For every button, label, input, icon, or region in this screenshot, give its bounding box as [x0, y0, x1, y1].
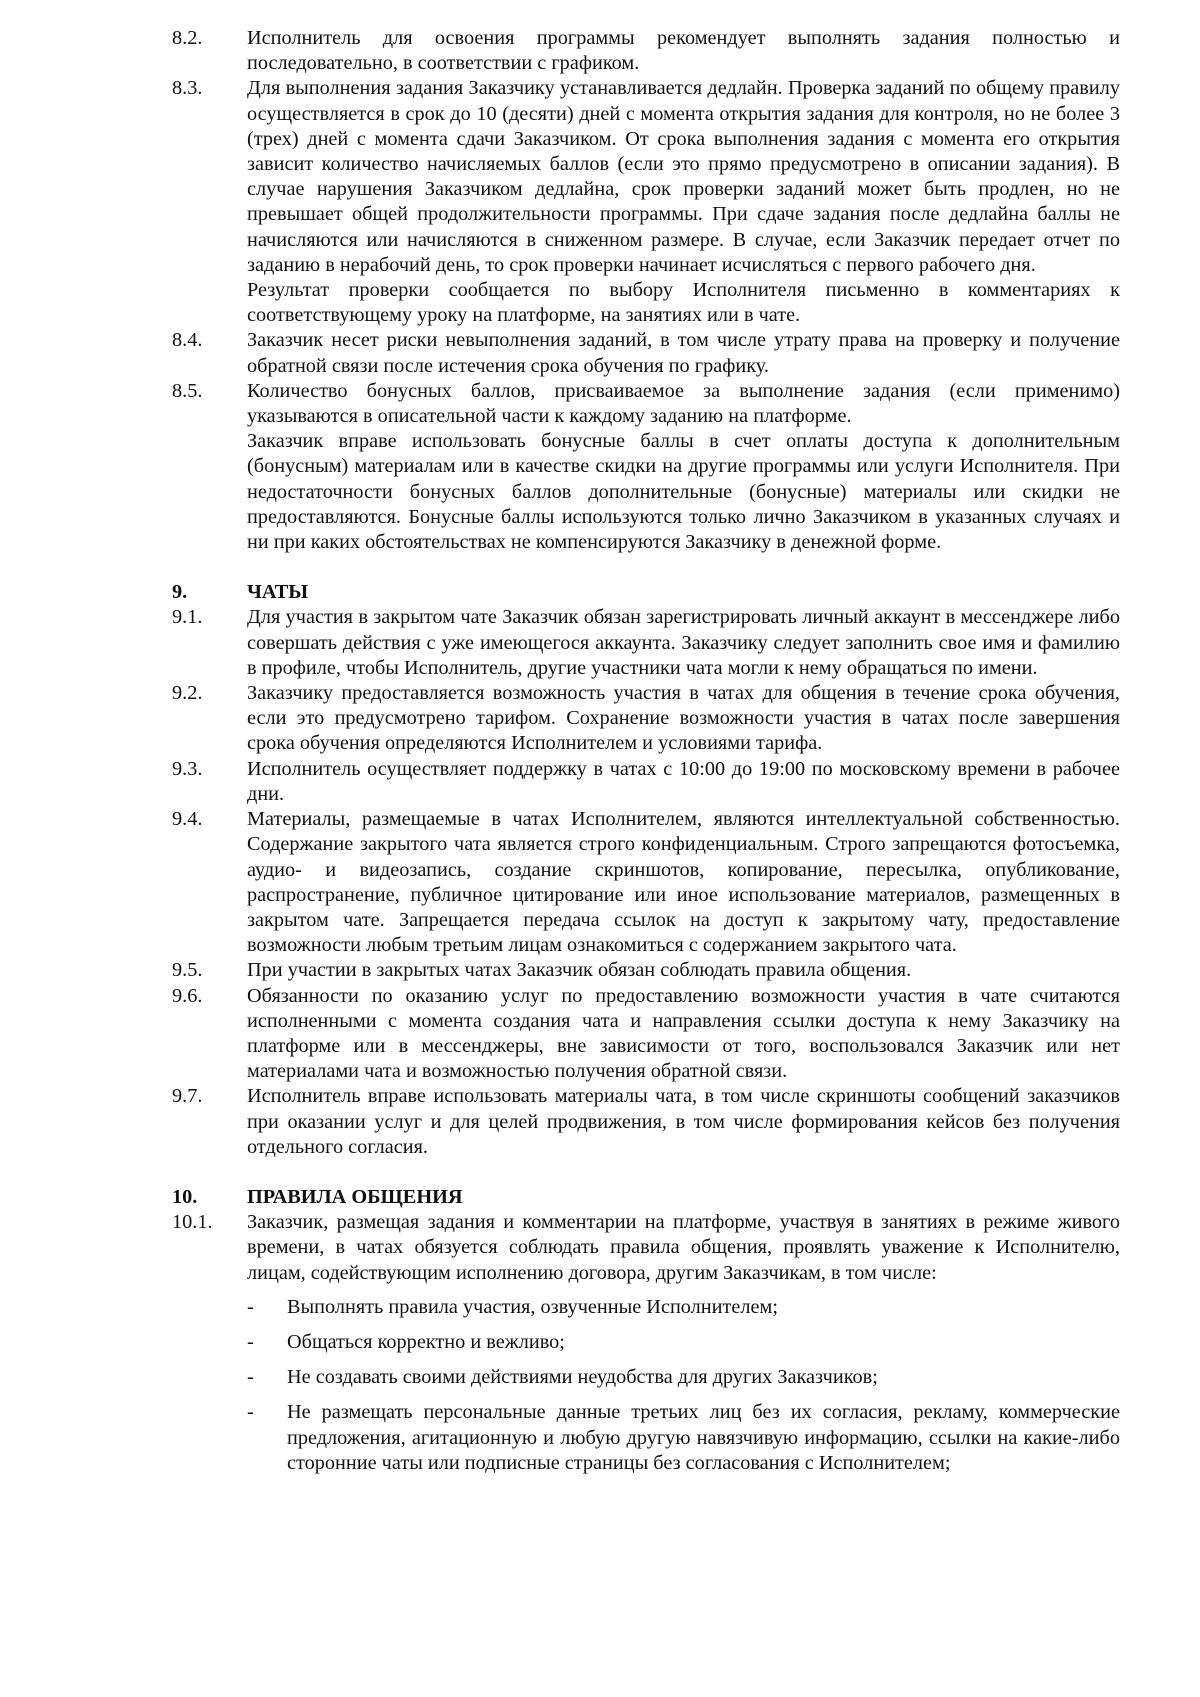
clause-9-1 — [172, 605, 1120, 681]
clause-paragraph: Заказчик несет риски невыполнения заданий, в том числе утрату права на проверку и получение обратной связи после истечения срока обучения по графику. — [247, 329, 1120, 377]
section-heading-9 — [172, 580, 1120, 605]
clause-paragraph: При участии в закрытых чатах Заказчик обязан соблюдать правила общения. — [247, 959, 912, 982]
clause-body — [247, 1084, 1120, 1160]
clause-number: 9.6. — [172, 984, 203, 1007]
dash-bullet-icon: - — [247, 1401, 254, 1424]
clause-body — [247, 26, 1120, 76]
clause-number: 8.3. — [172, 77, 203, 100]
clause-paragraph: Заказчик, размещая задания и комментарии на платформе, участвуя в занятиях в режиме живого времени, в чатах обязуется соблюдать правила общения, проявлять уважение к Исполнителю, лицам, содействующим исполнению договора, другим Заказчикам, в том числе: — [247, 1211, 1120, 1284]
clause-body — [247, 958, 1120, 983]
clause-body — [247, 757, 1120, 807]
clause-paragraph: Количество бонусных баллов, присваиваемое за выполнение задания (если применимо) указываются в описательной части к каждому заданию на платформе. — [247, 379, 1120, 428]
clause-9-6 — [172, 984, 1120, 1085]
list-item — [247, 1400, 1120, 1476]
clause-number: 8.5. — [172, 379, 203, 402]
clause-number: 8.4. — [172, 329, 203, 352]
clause-body — [247, 1210, 1120, 1486]
clause-body — [247, 807, 1120, 958]
clause-number: 9.3. — [172, 757, 203, 780]
list-item — [247, 1295, 1120, 1320]
clause-9-2 — [172, 681, 1120, 757]
clause-paragraph: Материалы, размещаемые в чатах Исполнителем, являются интеллектуальной собственностью. Содержание закрытого чата является строго конфиденциальным. Строго запрещаются фотосъемка, аудио- и видеозапись, создание скриншотов, копирование, пересылка, опубликование, распространение, публичное цитирование или иное использование материалов, размещенных в закрытом чате. Запрещается передача ссылок на доступ к закрытому чату, предоставление возможности любым третьим лицам ознакомиться с содержанием закрытого чата. — [247, 808, 1120, 957]
clause-body — [247, 328, 1120, 378]
clause-paragraph: Для участия в закрытом чате Заказчик обязан зарегистрировать личный аккаунт в мессенджере либо совершать действия с уже имеющегося аккаунта. Заказчику следует заполнить свое имя и фамилию в профиле, чтобы Исполнитель, другие участники чата могли к нему обращаться по имени. — [247, 606, 1120, 679]
list-item-text: Общаться корректно и вежливо; — [287, 1330, 565, 1353]
section-number: 10. — [172, 1185, 198, 1208]
clause-10-1 — [172, 1210, 1120, 1486]
clause-number: 9.7. — [172, 1085, 203, 1108]
section-heading-10 — [172, 1185, 1120, 1210]
rules-list — [247, 1295, 1120, 1476]
clause-body — [247, 379, 1120, 555]
section-number: 9. — [172, 581, 188, 604]
clause-8-5 — [172, 379, 1120, 555]
clause-paragraph: Исполнитель вправе использовать материалы чата, в том числе скриншоты сообщений заказчиков при оказании услуг и для целей продвижения, в том числе формирования кейсов без получения отдельного согласия. — [247, 1085, 1120, 1158]
document-page — [172, 26, 1120, 1486]
clause-paragraph: Исполнитель осуществляет поддержку в чатах с 10:00 до 19:00 по московскому времени в рабочее дни. — [247, 757, 1120, 805]
clause-body — [247, 681, 1120, 757]
clause-number: 8.2. — [172, 27, 203, 49]
clause-paragraph: Исполнитель для освоения программы рекомендует выполнять задания полностью и последовательно, в соответствии с графиком. — [247, 27, 1120, 75]
clause-body — [247, 984, 1120, 1085]
list-item — [247, 1330, 1120, 1355]
clause-number: 9.5. — [172, 959, 203, 982]
dash-bullet-icon: - — [247, 1366, 254, 1389]
clause-8-3 — [172, 76, 1120, 328]
clause-9-7 — [172, 1084, 1120, 1160]
dash-bullet-icon: - — [247, 1295, 254, 1318]
clause-9-3 — [172, 757, 1120, 807]
clause-paragraph: Обязанности по оказанию услуг по предоставлению возможности участия в чате считаются исполненными с момента создания чата и направления ссылки доступа к нему Заказчику на платформе или в мессенджеры, вне зависимости от того, воспользовался Заказчик или нет материалами чата и возможностью получения обратной связи. — [247, 984, 1120, 1083]
clause-paragraph: Заказчику предоставляется возможность участия в чатах для общения в течение срока обучения, если это предусмотрено тарифом. Сохранение возможности участия в чатах после завершения срока обучения определяются Исполнителем и условиями тарифа. — [247, 682, 1120, 755]
clause-paragraph: Для выполнения задания Заказчику устанавливается дедлайн. Проверка заданий по общему правилу осуществляется в срок до 10 (десяти) дней с момента открытия задания для контроля, но не более 3 (трех) дней с момента сдачи Заказчиком. От срока выполнения задания с момента его открытия зависит количество начисляемых баллов (если это прямо предусмотрено в описании задания). В случае нарушения Заказчиком дедлайна, срок проверки заданий может быть продлен, но не превышает общей продолжительности программы. При сдаче задания после дедлайна баллы не начисляются или начисляются в сниженном размере. В случае, если Заказчик передает отчет по заданию в нерабочий день, то срок проверки начинает исчисляться с первого рабочего дня. — [247, 77, 1120, 276]
clause-body — [247, 76, 1120, 328]
clause-9-5 — [172, 958, 1120, 983]
clause-8-2 — [172, 26, 1120, 76]
clause-number: 9.1. — [172, 606, 203, 629]
clause-9-4 — [172, 807, 1120, 958]
clause-paragraph: Заказчик вправе использовать бонусные баллы в счет оплаты доступа к дополнительным (бонусным) материалам или в качестве скидки на другие программы или услуги Исполнителя. При недостаточности бонусных баллов дополнительные (бонусные) материалы или скидки не предоставляются. Бонусные баллы используются только лично Заказчиком в указанных случаях и ни при каких обстоятельствах не компенсируются Заказчику в денежной форме. — [247, 430, 1120, 554]
list-item — [247, 1365, 1120, 1390]
dash-bullet-icon: - — [247, 1330, 254, 1353]
list-item-text: Выполнять правила участия, озвученные Исполнителем; — [287, 1295, 778, 1318]
clause-body — [247, 605, 1120, 681]
list-item-text: Не размещать персональные данные третьих лиц без их согласия, рекламу, коммерческие предложения, агитационную и любую другую навязчивую информацию, ссылки на какие-либо сторонние чаты или подписные страницы без согласования с Исполнителем; — [287, 1401, 1120, 1474]
clause-number: 9.2. — [172, 682, 203, 705]
section-title: ЧАТЫ — [247, 581, 309, 604]
clause-number: 9.4. — [172, 808, 203, 831]
clause-number: 10.1. — [172, 1211, 213, 1234]
list-item-text: Не создавать своими действиями неудобства для других Заказчиков; — [287, 1366, 878, 1389]
section-title: ПРАВИЛА ОБЩЕНИЯ — [247, 1185, 463, 1208]
clause-8-4 — [172, 328, 1120, 378]
clause-paragraph: Результат проверки сообщается по выбору Исполнителя письменно в комментариях к соответствующему уроку на платформе, на занятиях или в чате. — [247, 279, 1120, 327]
